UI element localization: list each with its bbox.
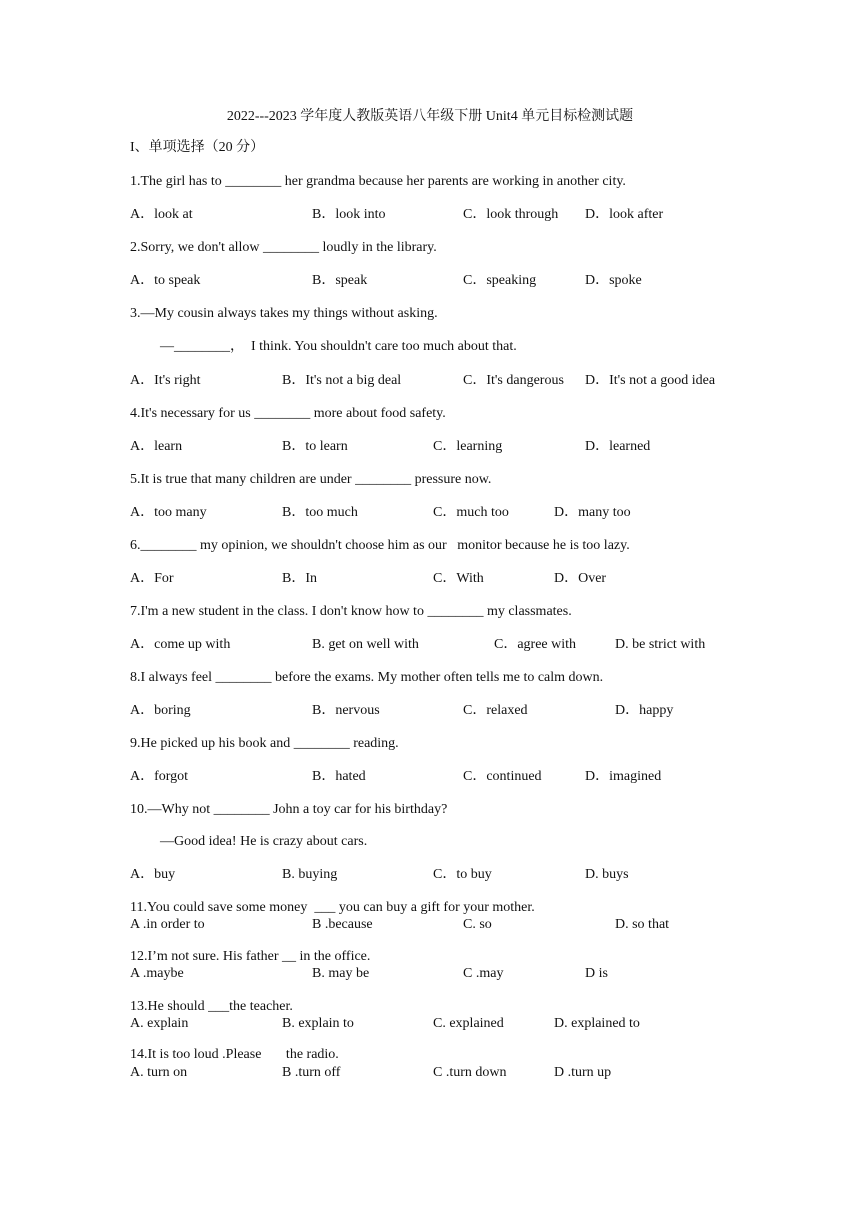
question-6-stem: 6.________ my opinion, we shouldn't choose him as our monitor because he is too lazy. (130, 538, 630, 553)
question-8-option-d: D．happy (615, 703, 674, 718)
question-3-option-a: A．It's right (130, 373, 201, 388)
question-7-option-a: A．come up with (130, 637, 231, 652)
question-12-option-a: A .maybe (130, 966, 184, 981)
question-11-option-c: C. so (463, 917, 492, 932)
question-7-option-b: B. get on well with (312, 637, 419, 652)
question-4-option-d: D．learned (585, 439, 651, 454)
question-8-stem: 8.I always feel ________ before the exams. My mother often tells me to calm down. (130, 670, 604, 685)
question-13-option-c: C. explained (433, 1016, 504, 1031)
question-7-option-d: D. be strict with (615, 637, 706, 652)
question-3-reply: —________， I think. You shouldn't care too much about that. (160, 339, 517, 354)
question-12-option-b: B. may be (312, 966, 370, 981)
question-14-option-d: D .turn up (554, 1065, 612, 1080)
question-12-option-d: D is (585, 966, 608, 981)
question-4-option-a: A．learn (130, 439, 183, 454)
question-8-option-b: B．nervous (312, 703, 380, 718)
question-10-reply: —Good idea! He is crazy about cars. (160, 834, 368, 849)
question-14-option-b: B .turn off (282, 1065, 341, 1080)
question-12-option-c: C .may (463, 966, 504, 981)
question-9-option-c: C．continued (463, 769, 542, 784)
question-13-option-b: B. explain to (282, 1016, 354, 1031)
question-9-option-a: A．forgot (130, 769, 189, 784)
question-10-option-c: C．to buy (433, 867, 492, 882)
question-2-stem: 2.Sorry, we don't allow ________ loudly in the library. (130, 240, 437, 255)
question-2-option-a: A．to speak (130, 273, 201, 288)
question-11-option-b: B .because (312, 917, 373, 932)
question-7-stem: 7.I'm a new student in the class. I don't know how to ________ my classmates. (130, 604, 572, 619)
question-10-stem: 10.—Why not ________ John a toy car for his birthday? (130, 802, 448, 817)
question-3-option-c: C．It's dangerous (463, 373, 564, 388)
question-5-option-a: A．too many (130, 505, 207, 520)
question-14-stem: 14.It is too loud .Please the radio. (130, 1047, 339, 1062)
question-13-option-a: A. explain (130, 1016, 189, 1031)
question-3-option-d: D．It's not a good idea (585, 373, 716, 388)
question-3-option-b: B．It's not a big deal (282, 373, 402, 388)
question-6-option-d: D．Over (554, 571, 607, 586)
question-1-stem: 1.The girl has to ________ her grandma because her parents are working in another city. (130, 174, 626, 189)
question-4-stem: 4.It's necessary for us ________ more about food safety. (130, 406, 446, 421)
question-10-option-a: A．buy (130, 867, 176, 882)
question-6-option-c: C．With (433, 571, 484, 586)
question-4-option-c: C．learning (433, 439, 503, 454)
question-1-option-c: C．look through (463, 207, 559, 222)
question-10-option-b: B. buying (282, 867, 338, 882)
question-3-stem: 3.—My cousin always takes my things without asking. (130, 306, 438, 321)
question-14-option-a: A. turn on (130, 1065, 188, 1080)
question-1-option-a: A．look at (130, 207, 193, 222)
question-7-option-c: C．agree with (494, 637, 577, 652)
question-1-option-b: B．look into (312, 207, 386, 222)
question-5-stem: 5.It is true that many children are under ________ pressure now. (130, 472, 492, 487)
question-5-option-b: B．too much (282, 505, 358, 520)
question-6-option-b: B．In (282, 571, 317, 586)
question-9-option-d: D．imagined (585, 769, 662, 784)
question-2-option-b: B．speak (312, 273, 368, 288)
question-5-option-c: C．much too (433, 505, 509, 520)
question-6-option-a: A．For (130, 571, 174, 586)
question-8-option-c: C．relaxed (463, 703, 528, 718)
document-title: 2022---2023 学年度人教版英语八年级下册 Unit4 单元目标检测试题 (226, 109, 634, 124)
question-8-option-a: A．boring (130, 703, 191, 718)
question-4-option-b: B．to learn (282, 439, 348, 454)
question-9-stem: 9.He picked up his book and ________ reading. (130, 736, 399, 751)
question-2-option-d: D．spoke (585, 273, 642, 288)
question-13-stem: 13.He should ___the teacher. (130, 999, 293, 1014)
question-5-option-d: D．many too (554, 505, 631, 520)
question-12-stem: 12.I’m not sure. His father __ in the office. (130, 949, 371, 964)
question-11-stem: 11.You could save some money ___ you can buy a gift for your mother. (130, 900, 535, 915)
section-heading: I、单项选择（20 分） (130, 140, 265, 155)
question-14-option-c: C .turn down (433, 1065, 507, 1080)
question-1-option-d: D．look after (585, 207, 664, 222)
question-11-option-a: A .in order to (130, 917, 205, 932)
question-10-option-d: D. buys (585, 867, 629, 882)
question-9-option-b: B．hated (312, 769, 366, 784)
question-11-option-d: D. so that (615, 917, 670, 932)
question-2-option-c: C．speaking (463, 273, 537, 288)
question-13-option-d: D. explained to (554, 1016, 640, 1031)
